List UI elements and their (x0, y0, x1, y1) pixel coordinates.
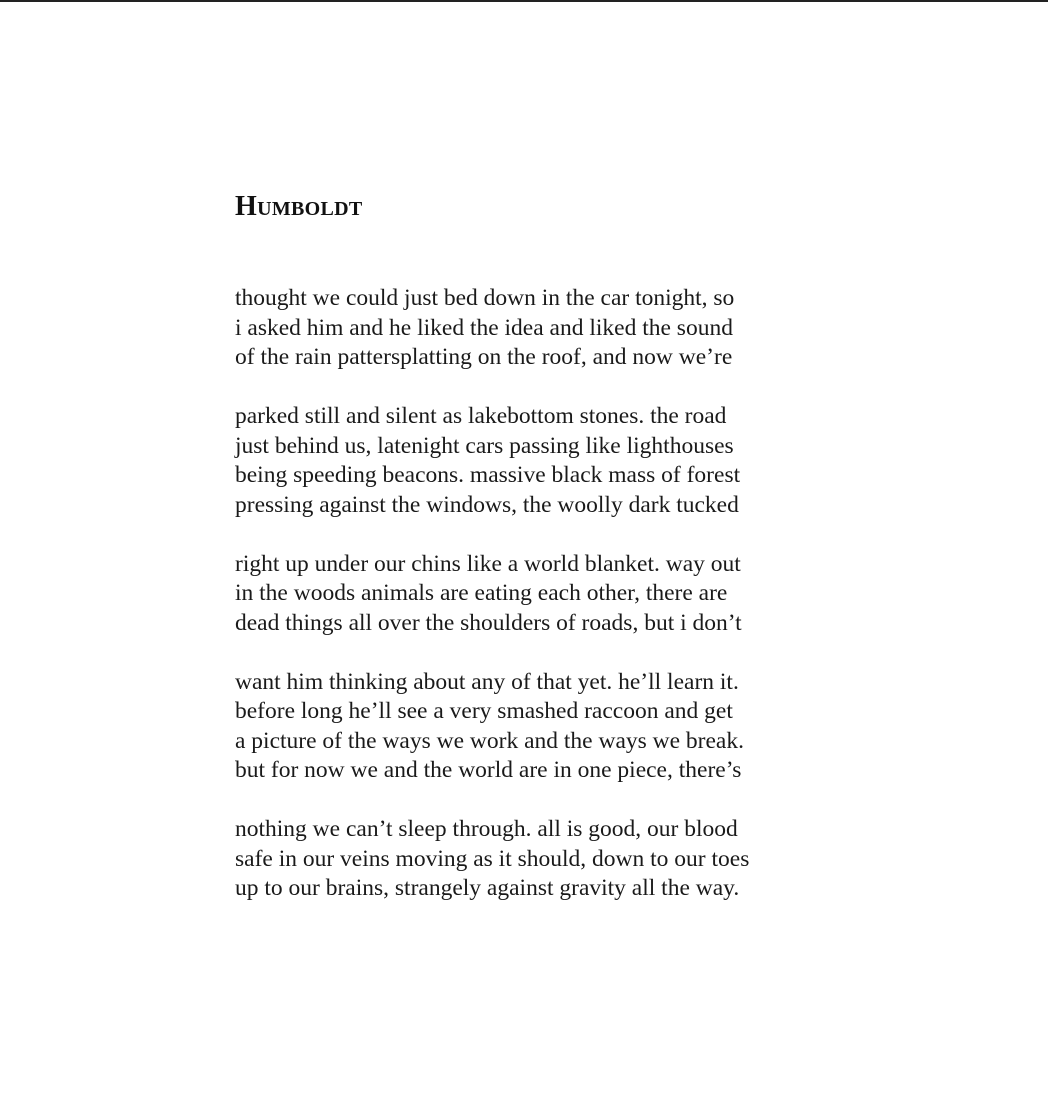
poem-line: up to our brains, strangely against gravity all the way. (235, 875, 740, 901)
poem-line: of the rain pattersplatting on the roof, and now we’re (235, 344, 733, 370)
poem-line: but for now we and the world are in one piece, there’s (235, 757, 742, 783)
poem-line: before long he’ll see a very smashed raccoon and get (235, 698, 733, 724)
poem-line: nothing we can’t sleep through. all is good, our blood (235, 816, 738, 842)
poem-line: right up under our chins like a world blanket. way out (235, 550, 741, 577)
poem-line: dead things all over the shoulders of roads, but i don’t (235, 609, 742, 636)
top-border-rule (0, 0, 1048, 2)
stanza-4 (235, 668, 855, 786)
poem-line: being speeding beacons. massive black mass of forest (235, 462, 741, 488)
stanza-2 (235, 402, 855, 520)
stanza-5 (235, 815, 855, 904)
poem-line: pressing against the windows, the woolly dark tucked (235, 491, 739, 518)
poem-line: safe in our veins moving as it should, down to our toes (235, 845, 750, 872)
poem-line: thought we could just bed down in the car tonight, so (235, 285, 735, 311)
poem-line: parked still and silent as lakebottom stones. the road (235, 403, 727, 429)
poem-title: Humboldt (235, 191, 363, 222)
poem-line: want him thinking about any of that yet. he’ll learn it. (235, 668, 739, 695)
poem-page (235, 190, 855, 901)
poem-line: in the woods animals are eating each other, there are (235, 580, 728, 606)
stanza-1 (235, 284, 855, 373)
stanza-3 (235, 550, 855, 639)
poem-line: a picture of the ways we work and the ways we break. (235, 727, 744, 754)
poem-line: i asked him and he liked the idea and liked the sound (235, 314, 733, 341)
poem-body (235, 284, 855, 933)
poem-line: just behind us, latenight cars passing like lighthouses (235, 432, 734, 459)
